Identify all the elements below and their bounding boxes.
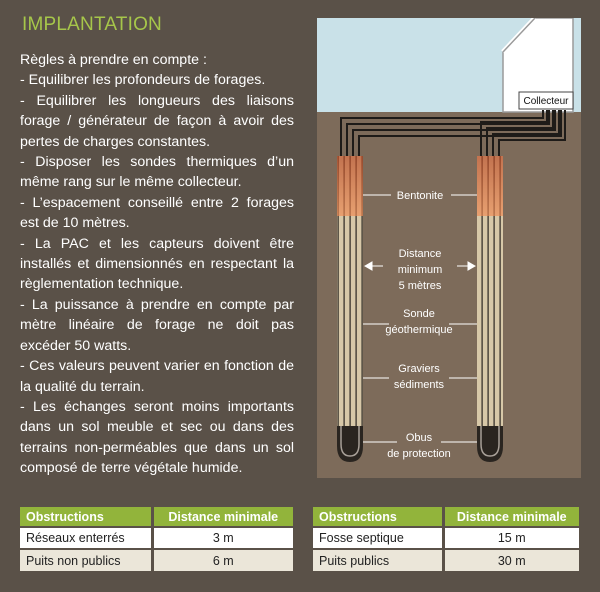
rule-item: - Ces valeurs peuvent varier en fonction de la qualité du terrain. xyxy=(20,358,294,395)
rule-item: - Equilibrer les longueurs des liaisons forage / générateur de façon à avoir des pertes de charges constantes. xyxy=(20,92,294,150)
rules-intro: Règles à prendre en compte : xyxy=(20,52,207,68)
table-row xyxy=(313,549,579,571)
bentonite-label: Bentonite xyxy=(396,190,444,202)
rule-item: - L’espacement conseillé entre 2 forages est de 10 mètres. xyxy=(20,194,294,232)
section-title: IMPLANTATION xyxy=(22,14,162,35)
table-cell: Réseaux enterrés xyxy=(20,527,152,549)
table-cell: Puits non publics xyxy=(20,549,152,571)
rule-item: - Equilibrer les profondeurs de forages. xyxy=(20,72,266,89)
obus-label-2: de protection xyxy=(387,448,451,460)
rule-item: - La PAC et les capteurs doivent être installés et dimensionnés en respectant la règlementation technique. xyxy=(20,235,294,293)
obstruction-table-left xyxy=(20,507,293,571)
borehole-right xyxy=(477,156,503,462)
column-header: Distance minimale xyxy=(443,507,579,527)
table-cell: 30 m xyxy=(443,549,579,571)
obus-label-1: Obus xyxy=(405,432,433,444)
column-header: Obstructions xyxy=(20,507,152,527)
table-cell: 6 m xyxy=(152,549,293,571)
table-row xyxy=(20,549,293,571)
table-cell: Puits publics xyxy=(313,549,443,571)
table-cell: Fosse septique xyxy=(313,527,443,549)
rule-item: - Les échanges seront moins importants dans un sol meuble et sec ou dans des terrains non-perméables que dans un sol composé de terre végétale humide. xyxy=(20,398,294,477)
distance-label-1: Distance xyxy=(398,248,442,260)
graviers-label-2: sédiments xyxy=(393,379,445,391)
distance-label-3: 5 mètres xyxy=(398,280,442,292)
rule-item: - Disposer les sondes thermiques d’un même rang sur le même collecteur. xyxy=(20,154,294,191)
table-row xyxy=(313,527,579,549)
column-header: Distance minimale xyxy=(152,507,293,527)
rule-item: - La puissance à prendre en compte par mètre linéaire de forage ne doit pas excéder 50 watts. xyxy=(20,296,294,354)
graviers-label-1: Graviers xyxy=(398,363,440,375)
geothermal-diagram xyxy=(317,18,581,478)
table-cell: 3 m xyxy=(152,527,293,549)
table-cell: 15 m xyxy=(443,527,579,549)
sonde-label-2: géothermique xyxy=(385,324,453,336)
borehole-left xyxy=(337,156,363,462)
distance-label-2: minimum xyxy=(397,264,443,276)
sonde-label-1: Sonde xyxy=(403,308,435,320)
table-row xyxy=(20,527,293,549)
rules-text xyxy=(20,50,294,479)
obstruction-table-right xyxy=(313,507,579,571)
collecteur-label: Collecteur xyxy=(523,96,569,107)
column-header: Obstructions xyxy=(313,507,443,527)
